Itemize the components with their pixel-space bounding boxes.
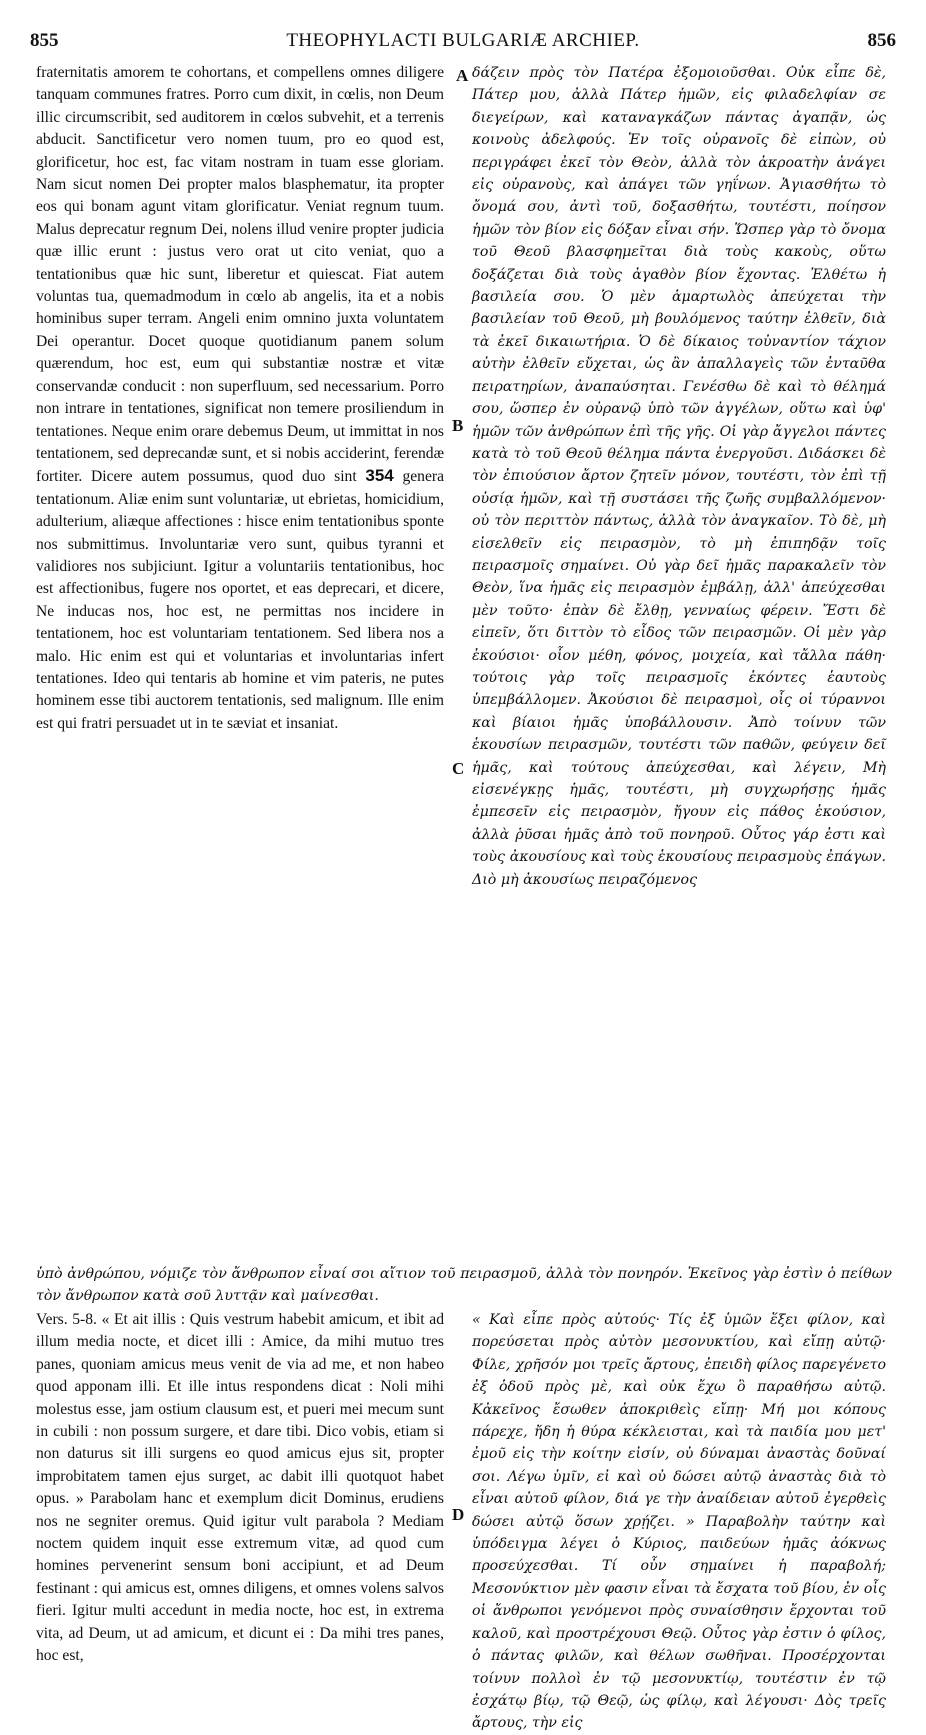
margin-marker-d: D: [452, 1505, 465, 1524]
latin-paragraph: [36, 62, 444, 735]
latin-column-upper: [36, 62, 444, 735]
page-number-left: 855: [30, 30, 59, 51]
latin-text-part-1: fraternitatis amorem te cohortans, et compellens omnes diligere tanquam communes fratres. Porro cum dixit, in cœlis, non Deum illic circumscribit, sed auditorem in cœlos subvehit, et a terrenis abducit. Sanctificetur vero nomen tuum, pro eo quod est, glorificetur, hoc est, fac vitam nostram in tuam esse gloriam. Nam sicut nomen Dei propter malos blasphematur, ita propter eos qui bonam agunt vitam glorificatur. Veniat regnum tuum. Malus deprecatur regnum Dei, nolens illud venire propter judicia quæ illic erunt : justus vero orat ut cito veniat, quo a tentationibus quæ hic sunt, liberetur et quiescat. Fiat autem voluntas tua, quemadmodum in cœlo ab angelis, ita et a nobis hominibus super terram. Angeli enim omnino juxta voluntatem Dei operantur. Docet quoque quotidianum panem solum quærendum, hoc est, eum qui substantiæ nostræ et vitæ conservandæ conducit : non superfluum, sed necessarium. Porro non intrare in tentationes, significat non temere prosiliendum in tentationes. Neque enim orare debemus Deum, ut immittat in nos tentationem, sed deprecandæ sunt, et si nobis acciderint, ferendæ fortiter. Dicere autem possumus, quod duo sint: [36, 64, 444, 486]
latin-verse-paragraph: Vers. 5-8. « Et ait illis : Quis vestrum habebit amicum, et ibit ad illum media nocte, et dicet illi : Amice, da mihi mutuo tres panes, quoniam amicus meus venit de via ad me, et non habeo quod apponam illi. Et ille intus respondens dicat : Noli mihi molestus esse, jam ostium clausum est, et pueri mei mecum sunt in cubili : non possum surgere, et dare tibi. Dico vobis, etiam si non daturus sit illi surgens eo quod amicus ejus sit, propter improbitatem tamen ejus surget, ac dabit illi quotquot habet opus. » Parabolam hanc et exemplum dicit Dominus, erudiens nos ne segniter oremus. Quid igitur vult parabola ? Mediam noctem quidem inquit esse extremum vitæ, ad quod cum homines pervenerint sensum boni accipiunt, et ad Deum festinant : qui amicus est, omnes diligens, et omnes volens salvos fieri. Igitur multi accedunt in media nocte, hoc est, in extrema vita, ad Deum, ut ad amicum, et dicunt ei : Da mihi tres panes, hoc est,: [36, 1311, 444, 1665]
column-number: 354: [365, 466, 394, 486]
greek-continuation: ὑπὸ ἀνθρώπου, νόμιζε τὸν ἄνθρωπον εἶναί σοι αἴτιον τοῦ πειρασμοῦ, ἀλλὰ τὸν πονηρόν. Ἐκεῖνος γὰρ ἐστὶν ὁ πείθων τὸν ἄνθρωπον κατὰ σοῦ λυττᾷν καὶ μαίνεσθαι.: [36, 1266, 892, 1304]
greek-fullwidth-lines: [36, 1263, 892, 1307]
latin-column-lower: [36, 1309, 444, 1668]
running-header: [30, 30, 896, 58]
page-title: THEOPHYLACTI BULGARIÆ ARCHIEP.: [286, 30, 640, 51]
greek-column-lower: [472, 1309, 886, 1735]
margin-marker-a: A: [456, 66, 469, 85]
latin-text-part-2: genera tentationum. Aliæ enim sunt voluntariæ, ut ebrietas, homicidium, adulterium, aliæque affectiones : hisce enim tentationibus sponte nos submittimus. Involuntariæ vero sunt, quibus tyranni et validiores nos subjiciunt. Igitur a voluntariis tentationibus, hoc est affectionibus, fugere nos oportet, et eas deprecari, et dicere, Ne inducas nos, hoc est, ne permittas nos incidere in tentationem, hoc est voluntariam tentationem. Sed libera nos a malo. Hic enim est qui et voluntarias et involuntarias infert tentationes. Ideo qui tentaris ab homine et vim pateris, ne putes hominem esse tibi auctorem tentationis, sed malignum. Ille enim est qui fratri persuadet ut in te sæviat et insaniat.: [36, 468, 445, 732]
greek-column-upper: [472, 62, 886, 891]
greek-verse-paragraph: « Καὶ εἶπε πρὸς αὐτούς· Τίς ἐξ ὑμῶν ἕξει φίλον, καὶ πορεύσεται πρὸς αὐτὸν μεσονυκτίου, καὶ εἴπῃ αὐτῷ· Φίλε, χρῆσόν μοι τρεῖς ἄρτους, ἐπειδὴ φίλος παρεγένετο ἐξ ὁδοῦ πρὸς μὲ, καὶ οὐκ ἔχω ὃ παραθήσω αὐτῷ. Κἀκεῖνος ἔσωθεν ἀποκριθεὶς εἴπῃ· Μή μοι κόπους πάρεχε, ἤδη ἡ θύρα κέκλεισται, καὶ τὰ παιδία μου μετ' ἐμοῦ εἰς τὴν κοίτην εἰσίν, οὐ δύναμαι ἀναστὰς δοῦναί σοι. Λέγω ὑμῖν, εἰ καὶ οὐ δώσει αὐτῷ ἀναστὰς διὰ τὸ εἶναι αὐτοῦ φίλον, διά γε τὴν ἀναίδειαν αὐτοῦ ἐγερθεὶς δώσει αὐτῷ ὅσων χρῄζει. » Παραβολὴν ταύτην καὶ ὑπόδειγμα λέγει ὁ Κύριος, παιδεύων ἡμᾶς ἀόκνως προσεύχεσθαι. Τί οὖν σημαίνει ἡ παραβολή; Μεσονύκτιον μὲν φασιν εἶναι τὰ ἔσχατα τοῦ βίου, ἐν οἷς οἱ ἄνθρωποι γενόμενοι πρὸς συναίσθησιν ἔρχονται τοῦ καλοῦ, καὶ προστρέχουσι Θεῷ. Οὗτος γὰρ ἐστιν ὁ φίλος, ὁ πάντας φιλῶν, καὶ θέλων σωθῆναι. Προσέρχονται τοίνυν πολλοὶ ἐν τῷ μεσονυκτίῳ, τουτέστιν ἐν τῷ ἐσχάτῳ βίῳ, τῷ Θεῷ, ὡς φίλῳ, καὶ λέγουσι· Δὸς τρεῖς ἄρτους, τὴν εἰς: [472, 1312, 886, 1732]
greek-paragraph: δάζειν πρὸς τὸν Πατέρα ἐξομοιοῦσθαι. Οὐκ εἶπε δὲ, Πάτερ μου, ἀλλὰ Πάτερ ἡμῶν, εἰς φιλαδελφίαν σε διεγείρων, καὶ καταναγκάζων πάντας ἀγαπᾷν, ὡς κοινοὺς ἀδελφούς. Ἐν τοῖς οὐρανοῖς δὲ εἰπὼν, οὐ περιγράφει ἐκεῖ τὸν Θεὸν, ἀλλὰ τὸν ἀκροατὴν ἀνάγει εἰς οὐρανοὺς, καὶ ἀπάγει τῶν γηΐνων. Ἁγιασθήτω τὸ ὄνομά σου, ἀντὶ τοῦ, δοξασθήτω, τουτέστι, ποίησον ἡμῶν τὸν βίον εἰς δόξαν εἶναι σήν. Ὥσπερ γὰρ τὸ ὄνομα τοῦ Θεοῦ βλασφημεῖται διὰ τοὺς κακοὺς, οὕτω δοξάζεται διὰ τοὺς ἀγαθὸν βίον ἔχοντας. Ἐλθέτω ἡ βασιλεία σου. Ὁ μὲν ἁμαρτωλὸς ἀπεύχεται τὴν βασιλείαν τοῦ Θεοῦ, μὴ βουλόμενος ταύτην ἐλθεῖν, διὰ τὰ ἐκεῖ δικαιωτήρια. Ὁ δὲ δίκαιος τοὐναντίον τάχιον αὐτὴν ἐλθεῖν εὔχεται, ὡς ἂν ἀπαλλαγεὶς τῶν ἐνταῦθα πειρατηρίων, ἀναπαύσηται. Γενέσθω δὲ καὶ τὸ θέλημά σου, ὥσπερ ἐν οὐρανῷ ὑπὸ τῶν ἀγγέλων, οὕτω καὶ ὑφ' ἡμῶν τῶν ἀνθρώπων ἐπὶ τῆς γῆς. Οἱ γὰρ ἄγγελοι πάντες κατὰ τὸ τοῦ Θεοῦ θέλημα πάντα ἐνεργοῦσι. Διδάσκει δὲ τὸν ἐπιούσιον ἄρτον ζητεῖν μόνον, τουτέστι, τὸν ἐπὶ τῇ οὐσίᾳ ἡμῶν, καὶ τῇ συστάσει τῆς ζωῆς συμβαλλόμενον· οὐ τὸν περιττὸν πάντως, ἀλλὰ τὸν ἀναγκαῖον. Τὸ δὲ, μὴ εἰσελθεῖν εἰς πειρασμὸν, τὸ μὴ ἐπιπηδᾷν τοῖς πειρασμοῖς σημαίνει. Οὐ γὰρ δεῖ ἡμᾶς παρακαλεῖν τὸν Θεὸν, ἵνα ἡμᾶς εἰς πειρασμὸν ἐμβάλῃ, ἀλλ' ἀπεύχεσθαι μὲν τοῦτο· ἐπὰν δὲ ἔλθῃ, γενναίως φέρειν. Ἔστι δὲ εἰπεῖν, ὅτι διττὸν τὸ εἶδος τῶν πειρασμῶν. Οἱ μὲν γὰρ ἑκούσιοι· οἷον μέθη, φόνος, μοιχεία, καὶ τἄλλα πάθη· τούτοις γὰρ τοῖς πειρασμοῖς ἑκόντες ἑαυτοὺς ὑπεμβάλλομεν. Ἀκούσιοι δὲ πειρασμοὶ, οἷς οἱ τύραννοι καὶ βίαιοι ἡμᾶς ὑποβάλλουσιν. Ἀπὸ τοίνυν τῶν ἑκουσίων πειρασμῶν, τουτέστι τῶν παθῶν, φεύγειν δεῖ ἡμᾶς, καὶ τούτους ἀπεύχεσθαι, καὶ λέγειν, Μὴ εἰσενέγκῃς ἡμᾶς, τουτέστι, μὴ συγχωρήσῃς ἡμᾶς ἐμπεσεῖν εἰς πειρασμὸν, ἤγουν εἰς πάθος ἑκούσιον, ἀλλὰ ῥῦσαι ἡμᾶς ἀπὸ τοῦ πονηροῦ. Οὗτος γάρ ἐστι καὶ τοὺς ἀκουσίους καὶ τοὺς ἑκουσίους πειρασμοὺς ἐπάγων. Διὸ μὴ ἀκουσίως πειραζόμενος: [472, 65, 886, 888]
margin-marker-b: B: [452, 416, 464, 435]
margin-marker-c: C: [452, 759, 465, 778]
page-number-right: 856: [867, 30, 896, 51]
